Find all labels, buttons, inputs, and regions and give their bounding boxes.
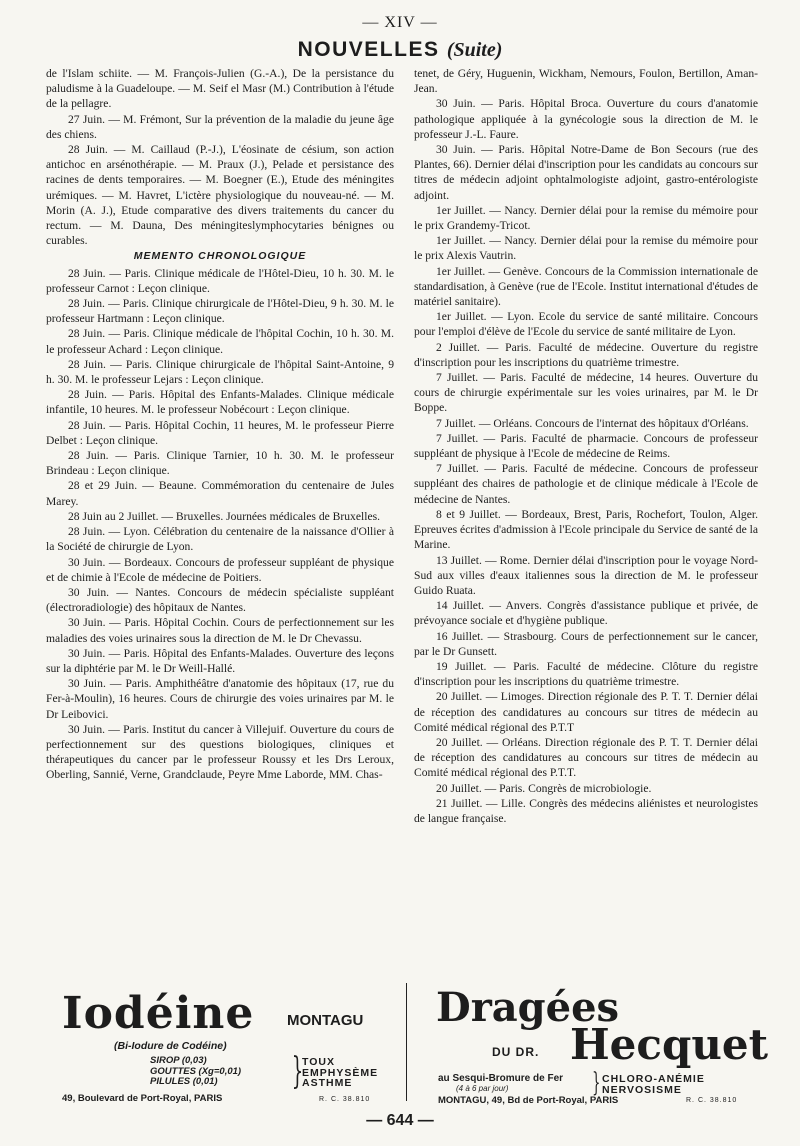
memento-item: 28 Juin. — Paris. Clinique médicale de l'hôpital Cochin, 10 h. 30. M. le professeur Achard : Leçon clinique. [46,327,394,356]
memento-item: 7 Juillet. — Paris. Faculté de pharmacie. Concours de professeur suppléant de physique à l'Ecole de médecine de Reims. [414,431,758,461]
memento-item: 19 Juillet. — Paris. Faculté de médecine. Clôture du registre d'inscription pour les inscriptions du quatrième trimestre. [414,659,758,689]
memento-item: 20 Juillet. — Orléans. Direction régionale des P. T. T. Dernier délai de réception des candidatures au concours sur titres de médecin au Comité médical régional des P.T.T. [414,735,758,780]
memento-item: 30 Juin. — Paris. Amphithéâtre d'anatomie des hôpitaux (17, rue du Fer-à-Moulin), 16 heures. Cours de chirurgie des voies urinaires par M. le Dr Leibovici. [46,677,394,721]
iodeine-form: SIROP (0,03) [150,1055,207,1066]
memento-item: 7 Juillet. — Paris. Faculté de médecine, 14 heures. Ouverture du cours de chirurgie expérimentale sur les voies urinaires, par M. le Dr Boppe. [414,371,758,415]
hecquet-composition: au Sesqui-Bromure de Fer [438,1073,564,1084]
hecquet-address: MONTAGU, 49, Bd de Port-Royal, PARIS [438,1095,619,1106]
news-item: de l'Islam schiite. — M. François-Julien (G.-A.), De la persistance du paludisme à la Guadeloupe. — M. Seif el Masr (M.) Contribution à l'étude de la pellagre. [46,67,394,111]
hecquet-brand: Hecquet [570,1020,769,1069]
memento-item: 28 Juin. — Paris. Clinique médicale de l'Hôtel-Dieu, 10 h. 30. M. le professeur Carnot : Leçon clinique. [46,266,394,295]
dragees-hecquet-advertisement [418,984,769,1108]
memento-item: 28 Juin. — Paris. Clinique Tarnier, 10 h. 30. M. le professeur Brindeau : Leçon clinique. [46,449,394,478]
du-dr-label: DU DR. [492,1045,540,1059]
ad-divider [406,983,407,1101]
iodeine-use: EMPHYSÈME [302,1066,379,1079]
memento-item: 2 Juillet. — Paris. Faculté de médecine. Ouverture du registre d'inscription pour les inscriptions du quatrième trimestre. [414,340,758,369]
iodeine-rc: R. C. 38.810 [319,1096,371,1103]
title-suffix: (Suite) [446,39,503,61]
memento-item: 1er Juillet. — Nancy. Dernier délai pour la remise du mémoire pour le prix Grandemy-Tricot. [414,203,758,233]
memento-item: 30 Juin. — Paris. Hôpital Broca. Ouverture du cours d'anatomie pathologique appliquée à la gynécologie sous la direction de M. le professeur J.-L. Faure. [414,97,758,141]
iodeine-maker: MONTAGU [287,1012,364,1029]
memento-item: 7 Juillet. — Orléans. Concours de l'internat des hôpitaux d'Orléans. [436,416,749,430]
memento-item: 30 Juin. — Paris. Institut du cancer à Villejuif. Ouverture du cours de perfectionnement sur des questions biologiques, cliniques et thérapeutiques du cancer par le professeur Roussy et les Drs Leroux, Oberling, Sannié, Verne, Grandclaude, Peyre Mme Laborde, MM. Chas- [46,722,394,782]
iodeine-advertisement [54,988,394,1108]
memento-item: 1er Juillet. — Nancy. Dernier délai pour la remise du mémoire pour le prix Alexis Vautrin. [414,234,758,263]
memento-item: 14 Juillet. — Anvers. Congrès d'assistance publique et privée, de prévoyance sociale et d'hygiène publique. [414,599,758,628]
memento-item: 30 Juin. — Paris. Hôpital des Enfants-Malades. Ouverture des leçons sur la diphtérie par M. le Dr Weill-Hallé. [46,646,394,675]
memento-item: 28 Juin. — Paris. Clinique chirurgicale de l'Hôtel-Dieu, 9 h. 30. M. le professeur Hartmann : Leçon clinique. [46,297,394,326]
iodeine-use: TOUX [302,1056,335,1068]
memento-item: 28 Juin. — Paris. Clinique chirurgicale de l'hôpital Saint-Antoine, 9 h. 30. M. le professeur Lejars : Leçon clinique. [46,357,394,387]
news-item: 28 Juin. — M. Caillaud (P.-J.), L'éosinate de césium, son action antichoc en arsénothérapie. — M. Praux (J.), Pelade et persistance des racines de dents temporaires. — M. Boegner (E.), Etude des méningites urémiques. — M. Havret, L'ictère physiologique du nouveau-né. — M. Morin (A. J.), Etude comparative des divers traitements du cancer du rectum. — M. Dauna, Des méningiteslymphocytaries bénignes ou curables. [46,143,394,248]
memento-item: 28 Juin. — Lyon. Célébration du centenaire de la naissance d'Ollier à la Société de chirurgie de Lyon. [46,525,394,554]
page-roman-numeral: — XIV — [362,14,438,31]
memento-item: 30 Juin. — Nantes. Concours de médecin spécialiste suppléant (électroradiologie) des hôpitaux de Nantes. [46,585,394,615]
page-number: — 644 — [366,1112,434,1129]
iodeine-use: ASTHME [302,1077,353,1089]
memento-item: 20 Juillet. — Paris. Congrès de microbiologie. [436,781,652,795]
memento-item: 28 Juin au 2 Juillet. — Bruxelles. Journées médicales de Bruxelles. [68,509,381,523]
brace-glyph: } [291,1051,304,1092]
memento-item: 7 Juillet. — Paris. Faculté de médecine. Concours de professeur suppléant des chaires de pathologie et de clinique médicale à l'Ecole de médecine de Nantes. [414,462,758,506]
iodeine-uses [302,1057,378,1089]
hecquet-dosage: (4 à 6 par jour) [456,1084,509,1093]
memento-item: 8 et 9 Juillet. — Bordeaux, Brest, Paris, Rochefort, Toulon, Alger. Epreuves écrites d'admission à l'Ecole principale du Service de santé de la Marine. [414,507,758,552]
iodeine-forms [150,1056,241,1088]
hecquet-indication: NERVOSISME [602,1083,682,1096]
memento-item: 30 Juin. — Paris. Hôpital Cochin. Cours de perfectionnement sur les maladies des voies urinaires sous la direction de M. le Dr Chevassu. [46,616,394,645]
memento-item: 1er Juillet. — Lyon. Ecole du service de santé militaire. Concours pour l'emploi d'élève de l'Ecole du service de santé militaire de Lyon. [414,310,758,339]
dragees-brand: Dragées [436,984,620,1031]
memento-item: 20 Juillet. — Limoges. Direction régionale des P. T. T. Dernier délai de réception des candidatures au concours sur titres de médecin au Comité médical régional des P.T.T [414,690,758,734]
left-column [46,66,394,783]
hecquet-indications [602,1074,705,1095]
memento-item: 30 Juin. — Paris. Hôpital Notre-Dame de Bon Secours (rue des Plantes, 66). Dernier délai d'inscription pour les candidats au concours sur titres de médecin adjoint ophtalmologiste adjoint, gastro-entérologiste adjoint. [414,143,759,202]
memento-item: 28 Juin. — Paris. Hôpital des Enfants-Malades. Clinique médicale infantile, 10 heures. M. le professeur Nobécourt : Leçon clinique. [46,388,394,417]
iodeine-address: 49, Boulevard de Port-Royal, PARIS [62,1093,223,1104]
section-title [0,38,800,62]
hecquet-rc: R. C. 38.810 [686,1097,738,1104]
memento-item: 28 Juin. — Paris. Hôpital Cochin, 11 heures, M. le professeur Pierre Delbet : Leçon clinique. [46,418,394,447]
brace-glyph: } [592,1068,601,1098]
iodeine-form: PILULES (0,01) [150,1076,218,1087]
iodeine-brand: Iodéine [62,988,255,1039]
memento-item: 16 Juillet. — Strasbourg. Cours de perfectionnement sur le cancer, par le Dr Gunsett. [414,629,758,658]
memento-item: 21 Juillet. — Lille. Congrès des médecins aliénistes et neurologistes de langue française. [414,796,758,825]
memento-item: 1er Juillet. — Genève. Concours de la Commission internationale de standardisation, à Genève (rue de l'Ecole. Institut international d'études de matériel sanitaire). [414,264,758,309]
memento-item: 28 et 29 Juin. — Beaune. Commémoration du centenaire de Jules Marey. [46,479,394,508]
title-main: NOUVELLES [297,38,440,61]
memento-item: 13 Juillet. — Rome. Dernier délai d'inscription pour le voyage Nord-Sud aux villes d'eaux italiennes sous la direction de M. le professeur Guido Ruata. [414,553,758,597]
memento-item: 30 Juin. — Bordeaux. Concours de professeur suppléant de physique et de chimie à l'Ecole de médecine de Poitiers. [46,555,394,584]
iodeine-description: (Bi-Iodure de Codéine) [114,1040,227,1052]
news-item: 27 Juin. — M. Frémont, Sur la prévention de la maladie du jeune âge des chiens. [46,112,394,141]
iodeine-form: GOUTTES (Xg=0,01) [150,1065,242,1077]
right-column [414,66,758,826]
memento-heading: MEMENTO CHRONOLOGIQUE [133,250,307,263]
memento-item: tenet, de Géry, Huguenin, Wickham, Nemours, Foulon, Bertillon, Aman-Jean. [414,67,758,96]
hecquet-indication: CHLORO-ANÉMIE [602,1073,705,1085]
